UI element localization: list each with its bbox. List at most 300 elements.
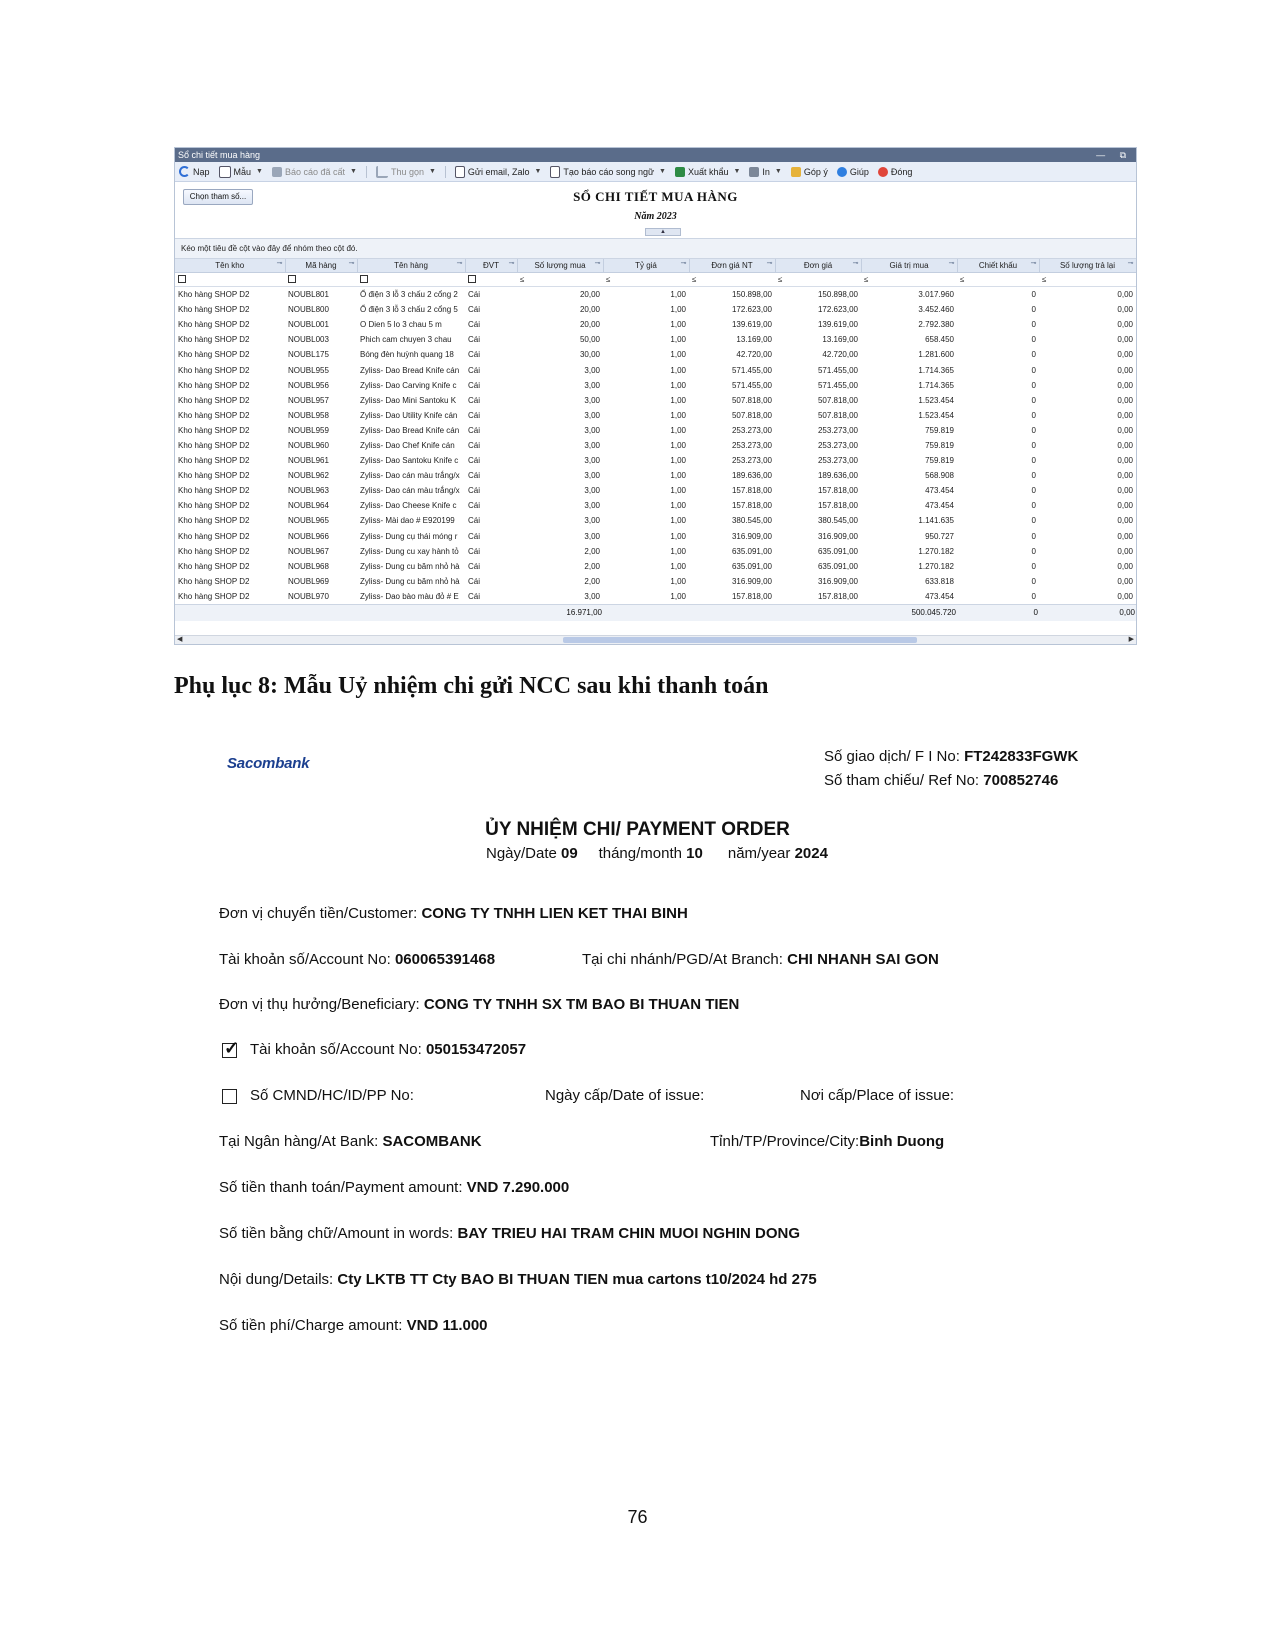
table-cell: 0,00	[1117, 290, 1133, 300]
table-row[interactable]	[175, 408, 1136, 423]
table-cell: Kho hàng SHOP D2	[178, 410, 250, 420]
table-cell: 1,00	[670, 546, 686, 556]
table-row[interactable]	[175, 468, 1136, 483]
table-cell: 3,00	[584, 501, 600, 511]
table-cell: 507.818,00	[817, 395, 858, 405]
table-cell: 0	[1031, 456, 1036, 466]
printer-icon	[749, 167, 759, 177]
table-cell: NOUBL961	[288, 456, 329, 466]
issue-place-label: Nơi cấp/Place of issue:	[800, 1087, 955, 1104]
table-row[interactable]	[175, 438, 1136, 453]
table-row[interactable]	[175, 393, 1136, 408]
table-cell: Cái	[468, 486, 481, 496]
column-header[interactable]: Tên hàng ⊸	[357, 259, 465, 273]
choose-parameters-button[interactable]: Chọn tham số...	[183, 189, 253, 205]
table-cell: 20,00	[579, 305, 600, 315]
toolbar-separator	[366, 166, 367, 178]
table-cell: 0,00	[1117, 440, 1133, 450]
table-cell: 0	[1031, 486, 1036, 496]
filter-cell[interactable]	[465, 273, 517, 287]
table-cell: 1.141.635	[918, 516, 954, 526]
send-email-button[interactable]: Gửi email, Zalo ▼	[455, 166, 541, 178]
table-cell: Kho hàng SHOP D2	[178, 350, 250, 360]
filter-cell[interactable]	[175, 273, 285, 287]
table-row[interactable]	[175, 589, 1136, 605]
table-cell: 316.909,00	[817, 576, 858, 586]
customer-line: Đơn vị chuyển tiền/Customer: CONG TY TNHH LIEN KET THAI BINH	[219, 905, 688, 922]
column-header[interactable]: ĐVT ⊸	[465, 259, 517, 273]
bilingual-report-button[interactable]: Tạo báo cáo song ngữ ▼	[550, 166, 666, 178]
table-row[interactable]	[175, 332, 1136, 347]
table-cell: Kho hàng SHOP D2	[178, 576, 250, 586]
table-cell: NOUBL964	[288, 501, 329, 511]
table-cell: 0,00	[1117, 320, 1133, 330]
table-row[interactable]	[175, 529, 1136, 544]
table-cell: 1.714.365	[918, 365, 954, 375]
table-cell: 3,00	[584, 380, 600, 390]
collapse-icon	[376, 166, 388, 178]
table-cell: NOUBL970	[288, 591, 329, 601]
pin-icon[interactable]: ⊸	[276, 260, 283, 267]
table-cell: 635.091,00	[817, 561, 858, 571]
table-cell: 157.818,00	[817, 486, 858, 496]
column-header[interactable]: Đơn giá ⊸	[775, 259, 861, 273]
table-row[interactable]	[175, 378, 1136, 393]
table-cell: Kho hàng SHOP D2	[178, 456, 250, 466]
table-cell: NOUBL962	[288, 471, 329, 481]
table-cell: 0,00	[1117, 456, 1133, 466]
table-cell: 1,00	[670, 516, 686, 526]
table-cell: 759.819	[925, 440, 954, 450]
table-cell: 139.619,00	[817, 320, 858, 330]
filter-cell[interactable]: ≤	[1039, 273, 1136, 287]
table-cell: O Dien 5 lo 3 chau 5 m	[360, 320, 442, 330]
table-row[interactable]	[175, 287, 1136, 303]
table-header-row	[175, 259, 1136, 273]
table-cell: Zyliss- Dao Utility Knife cán	[360, 410, 458, 420]
table-cell: 0,00	[1117, 350, 1133, 360]
table-cell: 1.270.182	[918, 561, 954, 571]
pin-icon[interactable]: ⊸	[852, 260, 859, 267]
table-cell: 1,00	[670, 350, 686, 360]
scroll-left-icon[interactable]: ◀	[177, 636, 183, 643]
table-cell: 0	[1031, 365, 1036, 375]
table-cell: 0,00	[1117, 471, 1133, 481]
table-cell: 507.818,00	[817, 410, 858, 420]
table-cell: 1.523.454	[918, 395, 954, 405]
filter-cell[interactable]: ≤	[957, 273, 1039, 287]
report-title: SỔ CHI TIẾT MUA HÀNG	[573, 189, 738, 204]
table-cell: 0,00	[1117, 486, 1133, 496]
help-button[interactable]: Giúp	[837, 167, 869, 177]
table-cell: NOUBL969	[288, 576, 329, 586]
table-cell: 139.619,00	[731, 320, 772, 330]
table-cell: 571.455,00	[731, 365, 772, 375]
table-cell: Kho hàng SHOP D2	[178, 561, 250, 571]
table-row[interactable]	[175, 453, 1136, 468]
table-cell: 0,00	[1117, 335, 1133, 345]
filter-row	[175, 273, 1136, 287]
table-cell: 571.455,00	[817, 380, 858, 390]
table-row[interactable]	[175, 302, 1136, 317]
table-cell: 3,00	[584, 395, 600, 405]
id-number-label: Số CMND/HC/ID/PP No:	[250, 1087, 414, 1104]
bank-line: Tại Ngân hàng/At Bank: SACOMBANK	[219, 1133, 482, 1150]
table-cell: 1,00	[670, 486, 686, 496]
table-cell: 1,00	[670, 501, 686, 511]
total-discount: 0	[957, 604, 1039, 621]
table-cell: 150.898,00	[731, 290, 772, 300]
help-icon	[837, 167, 847, 177]
table-row[interactable]	[175, 362, 1136, 377]
pin-icon[interactable]: ⊸	[680, 260, 687, 267]
filter-cell[interactable]: ≤	[517, 273, 603, 287]
table-cell: 0	[1031, 471, 1036, 481]
window-controls[interactable]: — ⧉	[1096, 150, 1132, 160]
table-cell: Cái	[468, 546, 481, 556]
table-cell: 157.818,00	[731, 501, 772, 511]
pin-icon[interactable]: ⊸	[948, 260, 955, 267]
table-cell: 1,00	[670, 425, 686, 435]
table-cell: 42.720,00	[822, 350, 858, 360]
scrollbar-thumb[interactable]	[563, 637, 917, 643]
close-button[interactable]: Đóng	[878, 167, 913, 177]
beneficiary-line: Đơn vị thụ hưởng/Beneficiary: CONG TY TNHH SX TM BAO BI THUAN TIEN	[219, 996, 740, 1013]
table-cell: 253.273,00	[817, 425, 858, 435]
table-cell: Cái	[468, 456, 481, 466]
group-by-bar[interactable]: Kéo một tiêu đề cột vào đây để nhóm theo cột đó.	[175, 238, 1136, 259]
table-cell: 380.545,00	[817, 516, 858, 526]
table-cell: Kho hàng SHOP D2	[178, 486, 250, 496]
table-row[interactable]	[175, 317, 1136, 332]
filter-box-icon[interactable]	[468, 275, 476, 283]
table-cell: Zyliss- Dao Santoku Knife c	[360, 456, 459, 466]
table-cell: NOUBL956	[288, 380, 329, 390]
table-cell: Kho hàng SHOP D2	[178, 516, 250, 526]
table-cell: 1,00	[670, 320, 686, 330]
table-cell: 13.169,00	[736, 335, 772, 345]
table-cell: 0	[1031, 350, 1036, 360]
table-cell: 3,00	[584, 425, 600, 435]
table-cell: 316.909,00	[731, 531, 772, 541]
table-cell: 571.455,00	[817, 365, 858, 375]
table-cell: 1.270.182	[918, 546, 954, 556]
table-row[interactable]	[175, 544, 1136, 559]
reload-button[interactable]: Nạp	[179, 166, 210, 177]
table-cell: Cái	[468, 320, 481, 330]
table-cell: 0,00	[1117, 531, 1133, 541]
table-cell: 157.818,00	[817, 591, 858, 601]
table-cell: Zyliss- Dao Bread Knife cán	[360, 425, 460, 435]
table-row[interactable]	[175, 347, 1136, 362]
pin-icon[interactable]: ⊸	[1030, 260, 1037, 267]
table-cell: 189.636,00	[817, 471, 858, 481]
table-cell: Kho hàng SHOP D2	[178, 591, 250, 601]
saved-report-button[interactable]: Báo cáo đã cất ▼	[272, 167, 357, 177]
table-cell: 1,00	[670, 456, 686, 466]
table-cell: 380.545,00	[731, 516, 772, 526]
table-cell: 1,00	[670, 410, 686, 420]
table-cell: Kho hàng SHOP D2	[178, 471, 250, 481]
table-cell: 0	[1031, 531, 1036, 541]
table-cell: 0	[1031, 440, 1036, 450]
table-cell: Zyliss- Dung cu băm nhỏ hà	[360, 561, 460, 571]
city-line: Tỉnh/TP/Province/City:Binh Duong	[710, 1133, 945, 1150]
filter-box-icon[interactable]	[288, 275, 296, 283]
column-header[interactable]: Đơn giá NT ⊸	[689, 259, 775, 273]
table-cell: Kho hàng SHOP D2	[178, 320, 250, 330]
pin-icon[interactable]: ⊸	[348, 260, 355, 267]
table-cell: 3,00	[584, 456, 600, 466]
column-header[interactable]: Chiết khấu ⊸	[957, 259, 1039, 273]
details-line: Nội dung/Details: Cty LKTB TT Cty BAO BI THUAN TIEN mua cartons t10/2024 hd 275	[219, 1271, 817, 1288]
table-cell: Kho hàng SHOP D2	[178, 440, 250, 450]
table-cell: 42.720,00	[736, 350, 772, 360]
table-cell: 0,00	[1117, 380, 1133, 390]
table-cell: Cái	[468, 290, 481, 300]
table-cell: Zyliss- Dung cụ thái móng r	[360, 531, 458, 541]
toolbar	[175, 162, 1136, 182]
column-header[interactable]: Giá trị mua ⊸	[861, 259, 957, 273]
table-cell: Phich cam chuyen 3 chau	[360, 335, 452, 345]
table-cell: 1,00	[670, 380, 686, 390]
report-window	[174, 147, 1137, 645]
table-cell: 3.017.960	[918, 290, 954, 300]
table-row[interactable]	[175, 559, 1136, 574]
table-cell: 1.714.365	[918, 380, 954, 390]
table-cell: 0,00	[1117, 591, 1133, 601]
feedback-button[interactable]: Góp ý	[791, 167, 828, 177]
template-icon	[219, 166, 231, 178]
table-cell: 1,00	[670, 365, 686, 375]
branch-line: Tại chi nhánh/PGD/At Branch: CHI NHANH SAI GON	[582, 951, 939, 968]
table-cell: 571.455,00	[731, 380, 772, 390]
table-cell: 0,00	[1117, 410, 1133, 420]
table-cell: 3,00	[584, 440, 600, 450]
table-cell: 568.908	[925, 471, 954, 481]
table-cell: 253.273,00	[731, 425, 772, 435]
collapse-header-handle[interactable]: ▲	[645, 228, 681, 236]
table-cell: NOUBL960	[288, 440, 329, 450]
table-cell: NOUBL968	[288, 561, 329, 571]
table-cell: NOUBL959	[288, 425, 329, 435]
table-cell: Cái	[468, 471, 481, 481]
table-cell: 0	[1031, 410, 1036, 420]
table-cell: 0,00	[1117, 395, 1133, 405]
table-cell: Cái	[468, 425, 481, 435]
table-cell: 759.819	[925, 425, 954, 435]
table-cell: 0,00	[1117, 365, 1133, 375]
pin-icon[interactable]: ⊸	[1127, 260, 1134, 267]
table-cell: 3,00	[584, 516, 600, 526]
table-cell: Zyliss- Dung cu xay hành tỏ	[360, 546, 459, 556]
table-cell: 1.523.454	[918, 410, 954, 420]
pin-icon[interactable]: ⊸	[766, 260, 773, 267]
table-row[interactable]	[175, 574, 1136, 589]
reference-number: Số tham chiếu/ Ref No: 700852746	[824, 772, 1059, 789]
scroll-right-icon[interactable]: ▶	[1128, 636, 1134, 643]
table-cell: NOUBL967	[288, 546, 329, 556]
column-header[interactable]: Số lượng trả lại ⊸	[1039, 259, 1136, 273]
table-cell: 3,00	[584, 591, 600, 601]
amount-in-words-line: Số tiền bằng chữ/Amount in words: BAY TRIEU HAI TRAM CHIN MUOI NGHIN DONG	[219, 1225, 801, 1242]
table-cell: 950.727	[925, 531, 954, 541]
table-cell: Zyliss- Dao cán màu trắng/x	[360, 486, 460, 496]
table-cell: 0	[1031, 305, 1036, 315]
table-cell: 253.273,00	[731, 456, 772, 466]
horizontal-scrollbar[interactable]	[175, 635, 1136, 644]
total-value: 500.045.720	[861, 604, 957, 621]
table-cell: 0,00	[1117, 561, 1133, 571]
collapse-button[interactable]: Thu gọn ▼	[376, 166, 436, 178]
table-cell: Cái	[468, 591, 481, 601]
column-header[interactable]: Mã hàng ⊸	[285, 259, 357, 273]
filter-cell[interactable]: ≤	[603, 273, 689, 287]
table-row[interactable]	[175, 483, 1136, 498]
table-cell: 633.818	[925, 576, 954, 586]
table-cell: NOUBL801	[288, 290, 329, 300]
table-cell: 0,00	[1117, 546, 1133, 556]
issue-date-label: Ngày cấp/Date of issue:	[545, 1087, 705, 1104]
table-cell: 3,00	[584, 365, 600, 375]
table-cell: 3,00	[584, 471, 600, 481]
beneficiary-account-line: Tài khoản số/Account No: 050153472057	[250, 1041, 527, 1058]
filter-cell[interactable]: ≤	[689, 273, 775, 287]
window-titlebar	[175, 148, 1136, 162]
document-icon	[550, 166, 560, 178]
table-cell: 0	[1031, 395, 1036, 405]
table-cell: Cái	[468, 501, 481, 511]
filter-cell[interactable]: ≤	[775, 273, 861, 287]
table-cell: NOUBL955	[288, 365, 329, 375]
export-button[interactable]: Xuất khẩu ▼	[675, 167, 740, 177]
window-title: Sổ chi tiết mua hàng	[178, 150, 261, 160]
table-cell: NOUBL958	[288, 410, 329, 420]
table-cell: Zyliss- Dao Carving Knife c	[360, 380, 457, 390]
table-cell: 507.818,00	[731, 395, 772, 405]
table-cell: 253.273,00	[817, 456, 858, 466]
filter-cell[interactable]	[357, 273, 465, 287]
column-header[interactable]: Tỷ giá ⊸	[603, 259, 689, 273]
table-cell: NOUBL966	[288, 531, 329, 541]
table-cell: 189.636,00	[731, 471, 772, 481]
table-cell: 0	[1031, 546, 1036, 556]
table-cell: 2,00	[584, 576, 600, 586]
table-cell: 0	[1031, 576, 1036, 586]
data-grid	[175, 238, 1136, 644]
table-cell: 759.819	[925, 456, 954, 466]
table-cell: 50,00	[579, 335, 600, 345]
table-cell: Cái	[468, 576, 481, 586]
table-cell: Cái	[468, 395, 481, 405]
column-header[interactable]: Tên kho ⊸	[175, 259, 285, 273]
table-cell: Kho hàng SHOP D2	[178, 501, 250, 511]
table-cell: Cái	[468, 335, 481, 345]
report-year: Năm 2023	[634, 211, 677, 222]
close-icon	[878, 167, 888, 177]
table-cell: Zyliss- Dao Bread Knife cán	[360, 365, 460, 375]
table-cell: 635.091,00	[817, 546, 858, 556]
pin-icon[interactable]: ⊸	[456, 260, 463, 267]
table-cell: Zyliss- Dao bào màu đỏ # E	[360, 591, 459, 601]
table-cell: 157.818,00	[731, 591, 772, 601]
table-cell: NOUBL175	[288, 350, 329, 360]
table-cell: 3,00	[584, 531, 600, 541]
table-cell: 1,00	[670, 591, 686, 601]
table-row[interactable]	[175, 423, 1136, 438]
table-cell: 1,00	[670, 561, 686, 571]
table-cell: Kho hàng SHOP D2	[178, 531, 250, 541]
table-cell: 1.281.600	[918, 350, 954, 360]
pin-icon[interactable]: ⊸	[594, 260, 601, 267]
table-cell: 3.452.460	[918, 305, 954, 315]
column-header[interactable]: Số lượng mua ⊸	[517, 259, 603, 273]
table-cell: 253.273,00	[817, 440, 858, 450]
filter-cell[interactable]: ≤	[861, 273, 957, 287]
table-cell: Zyliss- Dung cu băm nhỏ hà	[360, 576, 460, 586]
table-row[interactable]	[175, 498, 1136, 513]
table-cell: Kho hàng SHOP D2	[178, 395, 250, 405]
table-cell: Kho hàng SHOP D2	[178, 380, 250, 390]
table-cell: NOUBL800	[288, 305, 329, 315]
table-cell: 0	[1031, 335, 1036, 345]
pin-icon[interactable]: ⊸	[508, 260, 515, 267]
table-cell: Kho hàng SHOP D2	[178, 335, 250, 345]
table-cell: 0,00	[1117, 425, 1133, 435]
table-cell: 473.454	[925, 501, 954, 511]
table-cell: 20,00	[579, 320, 600, 330]
table-cell: 157.818,00	[817, 501, 858, 511]
table-cell: 172.623,00	[731, 305, 772, 315]
table-cell: Cái	[468, 516, 481, 526]
account-checkbox[interactable]	[222, 1038, 240, 1058]
print-button[interactable]: In ▼	[749, 167, 781, 177]
table-cell: 1,00	[670, 531, 686, 541]
table-cell: 473.454	[925, 486, 954, 496]
charge-amount-line: Số tiền phí/Charge amount: VND 11.000	[219, 1317, 488, 1334]
table-cell: 20,00	[579, 290, 600, 300]
appendix-heading: Phụ lục 8: Mẫu Uỷ nhiệm chi gửi NCC sau khi thanh toán	[174, 673, 769, 699]
filter-box-icon[interactable]	[178, 275, 186, 283]
table-cell: 2,00	[584, 561, 600, 571]
table-cell: Cái	[468, 365, 481, 375]
table-cell: 1,00	[670, 440, 686, 450]
table-cell: 2,00	[584, 546, 600, 556]
table-cell: Cái	[468, 305, 481, 315]
filter-box-icon[interactable]	[360, 275, 368, 283]
table-cell: Cái	[468, 561, 481, 571]
table-cell: Ổ điện 3 lỗ 3 chấu 2 cổng 5	[360, 305, 458, 315]
table-cell: 1,00	[670, 335, 686, 345]
table-cell: 2.792.380	[918, 320, 954, 330]
transaction-number: Số giao dịch/ F I No: FT242833FGWK	[824, 748, 1079, 765]
template-button[interactable]: Mẫu ▼	[219, 166, 263, 178]
excel-icon	[675, 167, 685, 177]
purchase-table	[175, 259, 1137, 621]
sender-account-line: Tài khoản số/Account No: 060065391468	[219, 951, 496, 968]
table-row[interactable]	[175, 513, 1136, 528]
table-cell: 30,00	[579, 350, 600, 360]
filter-cell[interactable]	[285, 273, 357, 287]
total-quantity: 16.971,00	[517, 604, 603, 621]
table-cell: 172.623,00	[817, 305, 858, 315]
table-cell: 0	[1031, 425, 1036, 435]
table-cell: Kho hàng SHOP D2	[178, 425, 250, 435]
table-cell: Cái	[468, 440, 481, 450]
table-cell: 1,00	[670, 395, 686, 405]
sacombank-logo: Sacombank	[227, 755, 310, 772]
id-checkbox[interactable]	[222, 1089, 237, 1104]
